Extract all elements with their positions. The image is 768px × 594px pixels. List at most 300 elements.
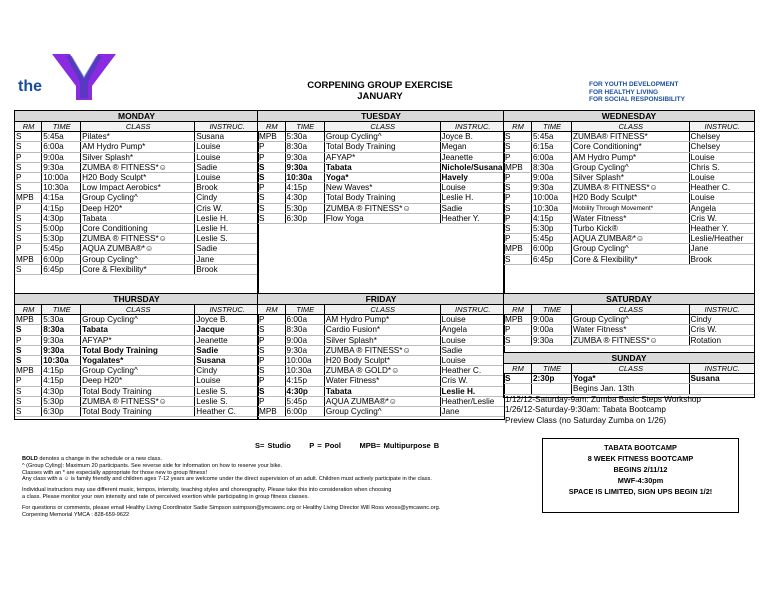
instructor-cell: Joyce B. (195, 315, 258, 325)
time-cell: 10:00a (42, 173, 81, 183)
time-cell: 5:45a (42, 132, 81, 142)
class-cell: Total Body Training (324, 193, 440, 203)
room-cell: P (504, 234, 532, 244)
class-cell: Turbo Kick® (572, 224, 690, 234)
instructor-cell: Jeanette (195, 335, 258, 345)
class-row (258, 142, 504, 152)
room-cell: S (15, 224, 42, 234)
class-cell: AQUA ZUMBA®*☺ (81, 244, 195, 254)
class-row (15, 396, 258, 406)
time-cell: 9:30a (42, 162, 81, 172)
time-cell: 10:30a (42, 183, 81, 193)
class-cell: Group Cycling^ (81, 254, 195, 264)
room-cell: MPB (504, 162, 532, 172)
class-row (258, 356, 504, 366)
instructor-cell: Louise (689, 152, 754, 162)
instructor-cell: Nichole/Susana (441, 162, 503, 172)
class-cell: H20 Body Sculpt* (572, 193, 690, 203)
class-cell: AM Hydro Pump* (572, 152, 690, 162)
class-row (258, 315, 504, 325)
instructor-cell: Louise (440, 335, 504, 345)
room-cell: P (258, 152, 285, 162)
class-cell: AQUA ZUMBA®*☺ (324, 396, 440, 406)
class-cell: Flow Yoga (324, 213, 440, 223)
class-cell: Cardio Fusion* (324, 325, 440, 335)
class-row (258, 345, 504, 355)
instructor-cell: Susana (195, 356, 258, 366)
class-cell: Group Cycling^ (324, 407, 440, 417)
room-cell: S (504, 224, 532, 234)
room-cell: P (258, 335, 285, 345)
instructor-cell: Louise (440, 356, 504, 366)
column-class: CLASS (572, 364, 690, 374)
instructor-cell: Heather Y. (689, 224, 754, 234)
room-cell: S (504, 142, 532, 152)
instructor-cell: Sadie (195, 162, 258, 172)
room-cell: S (258, 193, 285, 203)
class-cell: ZUMBA ® FITNESS*☺ (81, 162, 195, 172)
saturday-schedule (503, 293, 755, 353)
column-class: CLASS (81, 305, 195, 315)
class-row (258, 173, 504, 183)
column-instructor: INSTRUC. (195, 122, 258, 132)
class-cell: Total Body Training (81, 407, 195, 417)
class-row (258, 335, 504, 345)
friday-header: FRIDAY (258, 294, 504, 305)
instructor-cell: Louise (195, 142, 258, 152)
column-instructor: INSTRUC. (689, 122, 754, 132)
bootcamp-box: TABATA BOOTCAMP 8 WEEK FITNESS BOOTCAMP BEGINS 2/11/12 MWF-4:30pm SPACE IS LIMITED, SIGN UPS BEGIN 1/2! (542, 438, 739, 513)
note-contact: For questions or comments, please email Healthy Living Coordinator Sadie Simpson ssimpson@ymcawnc.org or Healthy Living Director Will Ross wross@ymcawnc.org. Corpening Memorial YMCA : 828-659-9622 (22, 504, 441, 518)
instructor-cell: Sadie (440, 345, 504, 355)
class-cell: AM Hydro Pump* (324, 315, 440, 325)
column-rm: RM (15, 122, 42, 132)
sunday-header: SUNDAY (504, 353, 754, 364)
room-cell (504, 384, 532, 394)
room-cell: S (15, 142, 42, 152)
column-class: CLASS (324, 122, 440, 132)
class-row (15, 213, 258, 223)
room-cell: S (258, 213, 285, 223)
room-cell: P (504, 173, 532, 183)
time-cell: 4:15p (42, 203, 81, 213)
class-cell: Yoga* (572, 374, 690, 384)
instructor-cell: Angela (689, 203, 754, 213)
note-bold: BOLD denotes a change in the schedule or a new class. ^ (Group Cyling): Maximum 20 participants. See reverse side for information on how to reserve your bike. Classes with an * are especially appropriate for those new to group fitness! Any class with a ☺ is family friendly and children ages 7-12 years are welcome under the direct supervision of an adult. Children must actively participate in the class. (22, 456, 432, 483)
class-row (504, 244, 754, 254)
time-cell: 4:30p (42, 213, 81, 223)
time-cell: 4:15p (42, 366, 81, 376)
class-row (15, 142, 258, 152)
time-cell: 5:30p (532, 224, 572, 234)
instructor-cell: Sadie (440, 203, 504, 213)
class-cell: ZUMBA® FITNESS* (572, 132, 690, 142)
time-cell: 5:30a (42, 315, 81, 325)
class-row (504, 142, 754, 152)
room-cell: S (258, 386, 285, 396)
instructor-cell: Sadie (195, 244, 258, 254)
instructor-cell: Susana (689, 374, 754, 384)
time-cell: 5:00p (42, 224, 81, 234)
time-cell: 9:00a (285, 335, 324, 345)
instructor-cell: Cris W. (195, 203, 258, 213)
room-cell: P (15, 152, 42, 162)
room-cell: P (15, 203, 42, 213)
wednesday-schedule (503, 110, 755, 296)
class-cell: H20 Body Sculpt* (324, 356, 440, 366)
class-cell: Tabata (81, 213, 195, 223)
thursday-schedule (14, 293, 259, 420)
instructor-cell: Heather C. (689, 183, 754, 193)
room-cell: S (15, 325, 42, 335)
class-cell: AFYAP* (324, 152, 440, 162)
class-cell: ZUMBA ® GOLD*☺ (324, 366, 440, 376)
class-row (15, 203, 258, 213)
tuesday-schedule (257, 110, 505, 296)
room-cell: MPB (15, 254, 42, 264)
time-cell: 10:00a (285, 356, 324, 366)
room-cell: P (504, 325, 532, 335)
column-instructor: INSTRUC. (689, 305, 754, 315)
instructor-cell: Joyce B. (440, 132, 504, 142)
room-cell: S (258, 162, 285, 172)
room-cell: S (15, 356, 42, 366)
column-header-row (15, 122, 258, 132)
class-cell: AQUA ZUMBA®*☺ (572, 234, 690, 244)
class-row (258, 132, 504, 142)
class-row (258, 376, 504, 386)
promo-line: 1/26/12-Saturday-9:30am: Tabata Bootcamp (505, 405, 666, 415)
instructor-cell: Havely (440, 173, 504, 183)
class-row (15, 325, 258, 335)
class-row (15, 224, 258, 234)
room-cell: S (504, 374, 532, 384)
class-cell: Group Cycling^ (81, 315, 195, 325)
room-cell: P (504, 152, 532, 162)
class-row (504, 213, 754, 223)
time-cell: 5:30p (42, 396, 81, 406)
instructor-cell: Leslie S. (195, 386, 258, 396)
instructor-cell: Leslie H. (440, 193, 504, 203)
column-rm: RM (258, 122, 285, 132)
class-cell: Tabata (81, 325, 195, 335)
class-row (258, 213, 504, 223)
class-row (15, 183, 258, 193)
time-cell: 4:15p (42, 376, 81, 386)
room-cell: P (258, 315, 285, 325)
instructor-cell: Louise (195, 173, 258, 183)
instructor-cell: Heather/Leslie (440, 396, 504, 406)
time-cell: 5:45a (532, 132, 572, 142)
instructor-cell: Cindy (195, 366, 258, 376)
room-cell: MPB (504, 244, 532, 254)
column-class: CLASS (324, 305, 440, 315)
time-cell: 5:45p (42, 244, 81, 254)
room-cell: S (15, 396, 42, 406)
class-row (258, 203, 504, 213)
column-header-row (504, 305, 754, 315)
column-rm: RM (15, 305, 42, 315)
class-row (258, 407, 504, 417)
class-cell: Group Cycling^ (81, 366, 195, 376)
class-cell: Total Body Training (81, 345, 195, 355)
class-row (15, 152, 258, 162)
instructor-cell: Cindy (689, 315, 754, 325)
instructor-cell: Chelsey (689, 142, 754, 152)
instructor-cell: Jane (689, 244, 754, 254)
column-rm: RM (504, 364, 532, 374)
class-cell: Core & Flexibility* (572, 254, 690, 264)
room-cell: S (504, 254, 532, 264)
instructor-cell: Louise (440, 183, 504, 193)
room-cell: P (258, 142, 285, 152)
time-cell: 10:30a (285, 366, 324, 376)
time-cell: 6:45p (42, 264, 81, 274)
room-cell: S (504, 335, 532, 345)
column-rm: RM (258, 305, 285, 315)
column-header-row (15, 305, 258, 315)
instructor-cell: Jane (440, 407, 504, 417)
room-cell: S (15, 386, 42, 396)
instructor-cell: Brook (689, 254, 754, 264)
room-cell: S (504, 183, 532, 193)
class-row (15, 234, 258, 244)
class-cell: Group Cycling^ (572, 315, 690, 325)
room-cell: S (504, 132, 532, 142)
time-cell: 4:30p (285, 386, 324, 396)
time-cell: 9:00a (532, 173, 572, 183)
time-cell: 6:15a (532, 142, 572, 152)
class-cell: Low Impact Aerobics* (81, 183, 195, 193)
class-cell: Group Cycling^ (81, 193, 195, 203)
class-row (258, 183, 504, 193)
class-row (15, 244, 258, 254)
room-cell: S (258, 173, 285, 183)
time-cell: 9:30a (532, 335, 572, 345)
time-cell: 6:00a (532, 152, 572, 162)
class-cell: Total Body Training (81, 386, 195, 396)
class-row (504, 325, 754, 335)
time-cell: 9:00a (42, 152, 81, 162)
room-legend: S= Studio P = Pool MPB= Multipurpose B (255, 441, 440, 450)
time-cell: 8:30a (532, 162, 572, 172)
class-row (258, 162, 504, 172)
class-cell: Deep H20* (81, 376, 195, 386)
promo-line: 1/12/12-Saturday-9am: Zumba Basic Steps Workshop (505, 395, 701, 404)
instructor-cell: Jeanette (440, 152, 504, 162)
class-cell: H20 Body Sculpt* (81, 173, 195, 183)
class-cell: Water Fitness* (572, 325, 690, 335)
class-row (15, 132, 258, 142)
room-cell: MPB (504, 315, 532, 325)
class-cell: Begins Jan. 13th (572, 384, 690, 394)
time-cell: 9:30a (42, 345, 81, 355)
note-instructors: Individual instructors may use different music, tempos, intensity, teaching styles and choreography. Please take this into consideration when choosing a class. Please monitor your own intensity and rate of perceived exertion while participating in group fitness classes. (22, 487, 392, 500)
class-cell: Tabata (324, 386, 440, 396)
time-cell: 6:45p (532, 254, 572, 264)
time-cell: 6:30p (285, 213, 324, 223)
class-cell: ZUMBA ® FITNESS*☺ (324, 345, 440, 355)
notes (22, 456, 542, 522)
room-cell: S (258, 325, 285, 335)
class-row (15, 315, 258, 325)
time-cell: 6:00p (532, 244, 572, 254)
column-header-row (504, 122, 754, 132)
instructor-cell: Cris W. (689, 213, 754, 223)
time-cell: 9:00a (532, 325, 572, 335)
class-cell: ZUMBA ® FITNESS*☺ (572, 335, 690, 345)
column-instructor: INSTRUC. (440, 305, 504, 315)
time-cell: 9:00a (532, 315, 572, 325)
room-cell: S (15, 183, 42, 193)
class-row (15, 407, 258, 417)
instructor-cell: Leslie S. (195, 396, 258, 406)
time-cell: 9:30a (42, 335, 81, 345)
instructor-cell: Louise (689, 173, 754, 183)
thursday-header: THURSDAY (15, 294, 258, 305)
time-cell: 6:00p (285, 407, 324, 417)
saturday-header: SATURDAY (504, 294, 754, 305)
class-cell: Water Fitness* (324, 376, 440, 386)
room-cell: S (15, 234, 42, 244)
class-cell: ZUMBA ® FITNESS*☺ (81, 234, 195, 244)
room-cell: S (15, 162, 42, 172)
time-cell: 5:30p (285, 203, 324, 213)
room-cell: P (15, 335, 42, 345)
class-cell: AFYAP* (81, 335, 195, 345)
class-row (504, 152, 754, 162)
class-cell: Yoga* (324, 173, 440, 183)
instructor-cell: Heather C. (195, 407, 258, 417)
time-cell: 2:30p (532, 374, 572, 384)
column-header-row (504, 364, 754, 374)
time-cell: 5:45p (285, 396, 324, 406)
friday-schedule (257, 293, 505, 420)
class-row (504, 234, 754, 244)
ymca-tagline: FOR YOUTH DEVELOPMENT FOR HEALTHY LIVING FOR SOCIAL RESPONSIBILITY (589, 81, 685, 103)
room-cell: P (504, 193, 532, 203)
instructor-cell: Rotation (689, 335, 754, 345)
class-cell: Silver Splash* (324, 335, 440, 345)
page-title: CORPENING GROUP EXERCISE JANUARY (307, 80, 453, 102)
time-cell: 6:30p (42, 407, 81, 417)
class-row (15, 335, 258, 345)
column-rm: RM (504, 305, 532, 315)
class-row (15, 264, 258, 274)
class-cell: Silver Splash* (572, 173, 690, 183)
time-cell: 9:30a (285, 162, 324, 172)
class-row (504, 384, 754, 394)
class-row (504, 132, 754, 142)
room-cell: S (15, 264, 42, 274)
class-row (504, 203, 754, 213)
time-cell: 5:45p (532, 234, 572, 244)
column-time: TIME (285, 305, 324, 315)
class-row (15, 162, 258, 172)
time-cell: 5:30a (285, 132, 324, 142)
time-cell: 8:30a (42, 325, 81, 335)
room-cell: MPB (258, 132, 285, 142)
class-row (504, 173, 754, 183)
class-cell: Mobility Through Movement* (572, 203, 690, 213)
class-cell: ZUMBA ® FITNESS*☺ (324, 203, 440, 213)
sunday-schedule (503, 352, 755, 398)
room-cell: P (15, 376, 42, 386)
time-cell: 8:30a (285, 325, 324, 335)
room-cell: P (258, 356, 285, 366)
monday-header: MONDAY (15, 111, 258, 122)
time-cell: 4:15a (42, 193, 81, 203)
instructor-cell: Leslie/Heather (689, 234, 754, 244)
time-cell: 4:15p (532, 213, 572, 223)
column-instructor: INSTRUC. (689, 364, 754, 374)
class-cell: AM Hydro Pump* (81, 142, 195, 152)
time-cell: 5:30p (42, 234, 81, 244)
wednesday-header: WEDNESDAY (504, 111, 754, 122)
class-row (15, 356, 258, 366)
instructor-cell: Heather Y. (440, 213, 504, 223)
ymca-logo (18, 50, 113, 105)
instructor-cell: Louise (440, 315, 504, 325)
instructor-cell: Sadie (195, 345, 258, 355)
column-time: TIME (285, 122, 324, 132)
time-cell: 4:15p (285, 183, 324, 193)
time-cell: 10:00a (532, 193, 572, 203)
room-cell: MPB (15, 366, 42, 376)
class-row (504, 162, 754, 172)
class-cell: Core Conditioning* (572, 142, 690, 152)
class-cell: Tabata (324, 162, 440, 172)
instructor-cell: Jacque (195, 325, 258, 335)
class-row (504, 224, 754, 234)
instructor-cell: Louise (195, 152, 258, 162)
class-row (504, 335, 754, 345)
time-cell: 4:30p (285, 193, 324, 203)
time-cell: 10:30a (285, 173, 324, 183)
class-row (258, 325, 504, 335)
room-cell: P (15, 173, 42, 183)
room-cell: S (258, 366, 285, 376)
time-cell: 9:30a (285, 345, 324, 355)
column-time: TIME (42, 122, 81, 132)
time-cell: 10:30a (532, 203, 572, 213)
room-cell: MPB (15, 315, 42, 325)
class-row (258, 366, 504, 376)
time-cell: 8:30a (285, 142, 324, 152)
class-cell: Core & Flexibility* (81, 264, 195, 274)
column-time: TIME (532, 122, 572, 132)
monday-schedule (14, 110, 259, 296)
class-cell: Group Cycling^ (572, 244, 690, 254)
column-rm: RM (504, 122, 532, 132)
room-cell: S (504, 203, 532, 213)
room-cell: S (15, 213, 42, 223)
class-row (504, 374, 754, 384)
instructor-cell: Cindy (195, 193, 258, 203)
instructor-cell: Susana (195, 132, 258, 142)
ymca-y-icon (50, 50, 120, 102)
class-cell: Water Fitness* (572, 213, 690, 223)
instructor-cell: Cris W. (440, 376, 504, 386)
instructor-cell: Chelsey (689, 132, 754, 142)
class-row (258, 193, 504, 203)
instructor-cell: Jane (195, 254, 258, 264)
instructor-cell: Leslie H. (195, 224, 258, 234)
room-cell: S (258, 345, 285, 355)
room-cell: P (15, 244, 42, 254)
room-cell: S (258, 203, 285, 213)
instructor-cell: Heather C. (440, 366, 504, 376)
